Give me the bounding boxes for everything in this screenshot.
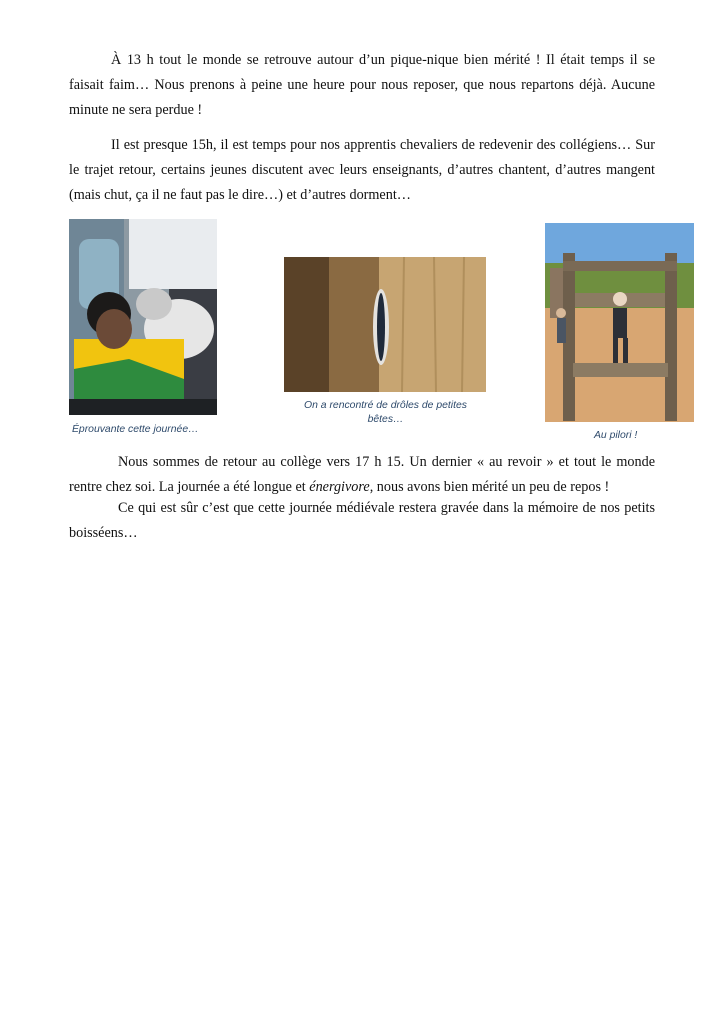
bus-photo-caption: Éprouvante cette journée… [72,424,199,435]
paragraph-conclusion: Ce qui est sûr c’est que cette journée médiévale restera gravée dans la mémoire de nos petits boisséens… [69,500,655,541]
italic-word: énergivore [309,479,370,495]
paragraph-lunch: À 13 h tout le monde se retrouve autour d’un pique-nique bien mérité ! Il était temps il se faisait faim… Nous prenons à peine une heure pour nous reposer, que nous repartons déjà. Aucune minute ne sera perdue ! [69,52,655,118]
paragraph-back-at-school [69,450,655,500]
caterpillar-photo-caption: On a rencontré de drôles de petites bêtes… [304,400,467,425]
paragraph-back-at-school-end: , nous avons bien mérité un peu de repos ! [369,479,610,495]
pillory-photo [545,223,694,422]
paragraph-back-at-school-text: Nous sommes de retour au collège vers 17 h 15. Un dernier « au revoir » et tout le monde rentre chez soi. La journée a été longue et [69,454,655,495]
caterpillar-photo [284,257,486,392]
paragraph-return-trip: Il est presque 15h, il est temps pour nos apprentis chevaliers de redevenir des collégiens… Sur le trajet retour, certains jeunes discutent avec leurs enseignants, d’autres chantent, d’autres mangent (mais chut, ça il ne faut pas le dire…) et d’autres dorment… [69,137,655,203]
pillory-photo-caption: Au pilori ! [594,430,638,441]
bus-photo [69,219,217,415]
